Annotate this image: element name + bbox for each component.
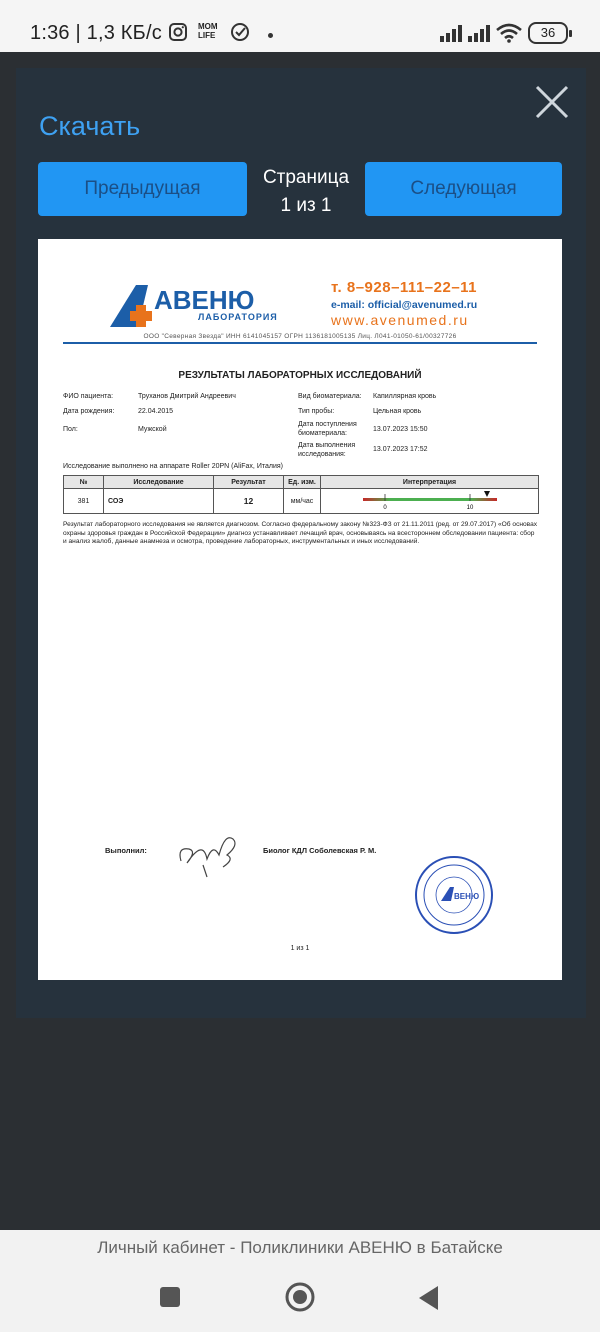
table-row bbox=[64, 489, 539, 514]
instagram-icon bbox=[168, 22, 188, 42]
sex-label: Пол: bbox=[63, 426, 78, 433]
org-line: ООО "Северная Звезда" ИНН 6141045157 ОГРН 1136181005135 Лиц. Л041-01050-61/00327726 bbox=[143, 333, 457, 340]
document-title: РЕЗУЛЬТАТЫ ЛАБОРАТОРНЫХ ИССЛЕДОВАНИЙ bbox=[178, 370, 422, 381]
website: www.avenumed.ru bbox=[331, 312, 469, 328]
home-icon[interactable] bbox=[284, 1281, 316, 1313]
recent-apps-icon[interactable] bbox=[158, 1285, 182, 1309]
done-label: Дата выполнения исследования: bbox=[298, 442, 356, 458]
results-table bbox=[63, 475, 539, 514]
back-icon[interactable] bbox=[416, 1284, 442, 1312]
download-link[interactable]: Скачать bbox=[39, 111, 141, 141]
signal-icon bbox=[468, 24, 490, 42]
check-circle-icon bbox=[230, 22, 250, 42]
dob-label: Дата рождения: bbox=[63, 408, 115, 415]
svg-text:ВЕНЮ: ВЕНЮ bbox=[454, 892, 480, 901]
phone: т. 8–928–111–22–11 bbox=[331, 279, 478, 296]
page-indicator bbox=[250, 164, 362, 220]
page-counter: 1 из 1 bbox=[280, 195, 332, 216]
dot-icon bbox=[268, 33, 273, 38]
logo-text: АВЕНЮ bbox=[154, 285, 255, 315]
patient-value: Труханов Дмитрий Андреевич bbox=[138, 393, 236, 400]
sample-label: Тип пробы: bbox=[298, 408, 335, 415]
contact-block bbox=[331, 279, 477, 328]
dob-value: 22.04.2015 bbox=[138, 408, 174, 415]
sample-value: Цельная кровь bbox=[373, 408, 422, 415]
cell-unit: мм/час bbox=[284, 489, 321, 514]
status-time: 1:36 | 1,3 КБ/с bbox=[30, 22, 162, 44]
scale-min-label: 0 bbox=[382, 505, 387, 511]
col-interpretation: Интерпретация bbox=[321, 476, 539, 489]
scale-max-label: 10 bbox=[466, 505, 473, 511]
scale-bar bbox=[363, 498, 497, 501]
signer-name: Биолог КДЛ Соболевская Р. М. bbox=[263, 846, 377, 855]
performed-label: Выполнил: bbox=[105, 846, 147, 855]
logo-subtitle: ЛАБОРАТОРИЯ bbox=[198, 312, 278, 322]
cell-result: 12 bbox=[214, 489, 284, 514]
cell-interpretation bbox=[321, 489, 539, 514]
close-icon[interactable] bbox=[534, 84, 570, 120]
status-bar bbox=[0, 0, 600, 52]
document-page bbox=[38, 239, 562, 980]
col-result: Результат bbox=[214, 476, 284, 489]
reference-scale bbox=[355, 489, 505, 511]
signal-icon bbox=[440, 24, 462, 42]
momlife-icon: MOM LIFE bbox=[198, 22, 218, 40]
seal-stamp bbox=[414, 855, 494, 935]
wifi-icon bbox=[496, 23, 522, 43]
table-header-row bbox=[64, 476, 539, 489]
email: e-mail: official@avenumed.ru bbox=[331, 299, 478, 311]
next-page-button[interactable]: Следующая bbox=[365, 162, 562, 216]
page-label: Страница bbox=[262, 167, 350, 188]
patient-label: ФИО пациента: bbox=[63, 393, 114, 400]
col-unit: Ед. изм. bbox=[284, 476, 321, 489]
col-test: Исследование bbox=[104, 476, 214, 489]
divider bbox=[63, 342, 537, 344]
status-system-icons bbox=[440, 22, 568, 44]
page-footer: 1 из 1 bbox=[290, 945, 310, 952]
sex-value: Мужской bbox=[138, 426, 167, 433]
done-value: 13.07.2023 17:52 bbox=[373, 446, 428, 453]
cell-test: СОЭ bbox=[104, 489, 214, 514]
received-label: Дата поступления биоматериала: bbox=[298, 421, 357, 437]
biomaterial-value: Капиллярная кровь bbox=[373, 393, 437, 400]
disclaimer-note: Результат лабораторного исследования не является диагнозом. Согласно федеральному закону №323-ФЗ от 21.11.2011 (ред. от 29.07.2017) «Об основах охраны здоровья граждан в Российской Федерации» диагноз устанавливает лечащий врач, основываясь на всестороннем обследовании пациента: сбор и анализ жалоб, данные анамнеза и осмотра, проведение лабораторных, инструментальных и иных исследований. bbox=[63, 521, 538, 545]
biomaterial-label: Вид биоматериала: bbox=[298, 393, 362, 400]
col-number: № bbox=[64, 476, 104, 489]
received-value: 13.07.2023 15:50 bbox=[373, 426, 428, 433]
signature-image bbox=[173, 829, 243, 879]
status-app-icons bbox=[168, 22, 273, 42]
device-line: Исследование выполнено на аппарате Roller 20PN (AliFax, Италия) bbox=[63, 463, 283, 470]
app-title: Личный кабинет - Поликлиники АВЕНЮ в Батайске bbox=[97, 1238, 503, 1257]
battery-indicator: 36 bbox=[528, 22, 568, 44]
previous-page-button[interactable]: Предыдущая bbox=[38, 162, 247, 216]
result-marker bbox=[484, 491, 490, 497]
system-navigation-bar bbox=[0, 1230, 600, 1332]
cell-number: 381 bbox=[64, 489, 104, 514]
pdf-viewer-modal bbox=[16, 68, 586, 1018]
